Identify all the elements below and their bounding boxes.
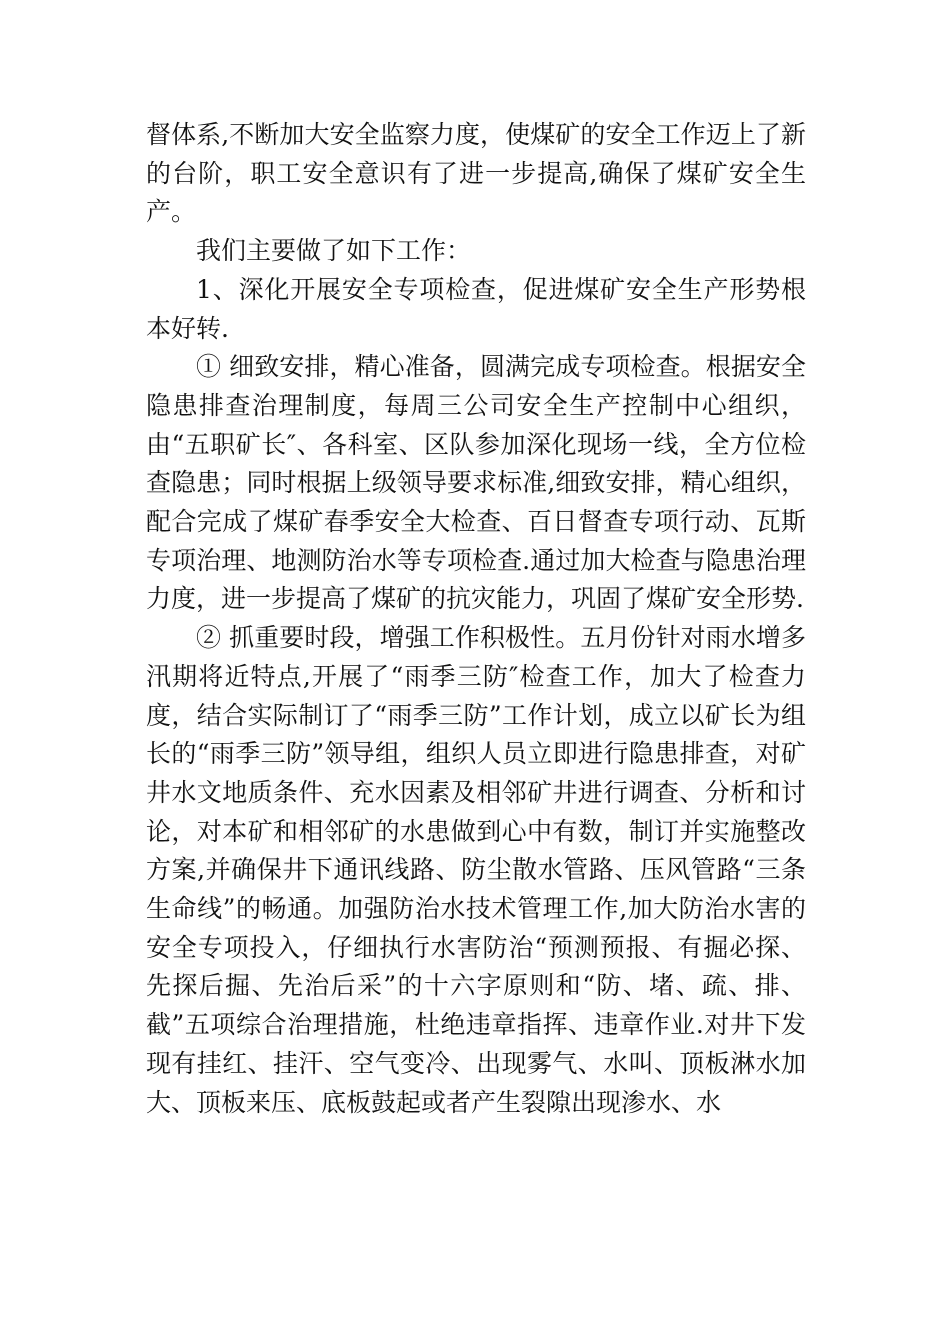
paragraph-item-2: ② 抓重要时段，增强工作积极性。五月份针对雨水增多汛期将近特点,开展了“雨季三防″检查工作，加大了检查力度，结合实际制订了“雨季三防”工作计划，成立以矿长为组长的“雨季三防”领导组，组织人员立即进行隐患排查，对矿井水文地质条件、充水因素及相邻矿井进行调查、分析和讨论，对本矿和相邻矿的水患做到心中有数，制订并实施整改方案,并确保井下通讯线路、防尘散水管路、压风管路“三条生命线”的畅通。加强防治水技术管理工作,加大防治水害的安全专项投入，仔细执行水害防治“预测预报、有掘必探、先探后掘、先治后采”的十六字原则和“防、堵、疏、排、截”五项综合治理措施，杜绝违章指挥、违章作业.对井下发现有挂红、挂汗、空气变冷、出现雾气、水叫、顶板淋水加大、顶板来压、底板鼓起或者产生裂隙出现渗水、水: [146, 623, 806, 1117]
paragraph-continuation: 督体系,不断加大安全监察力度，使煤矿的安全工作迈上了新的台阶，职工安全意识有了进一步提高,确保了煤矿安全生产。: [146, 120, 806, 227]
document-body: [146, 116, 806, 1122]
paragraph-intro: 我们主要做了如下工作：: [196, 236, 472, 266]
paragraph-item-1: ① 细致安排，精心准备，圆满完成专项检查。根据安全隐患排查治理制度，每周三公司安全生产控制中心组织，由“五职矿长″、各科室、区队参加深化现场一线，全方位检查隐患；同时根据上级领导要求标准,细致安排，精心组织，配合完成了煤矿春季安全大检查、百日督查专项行动、瓦斯专项治理、地测防治水等专项检查.通过加大检查与隐患治理力度，进一步提高了煤矿的抗灾能力，巩固了煤矿安全形势.: [146, 352, 806, 614]
paragraph-section-heading: 1、深化开展安全专项检查，促进煤矿安全生产形势根本好转.: [146, 274, 806, 343]
